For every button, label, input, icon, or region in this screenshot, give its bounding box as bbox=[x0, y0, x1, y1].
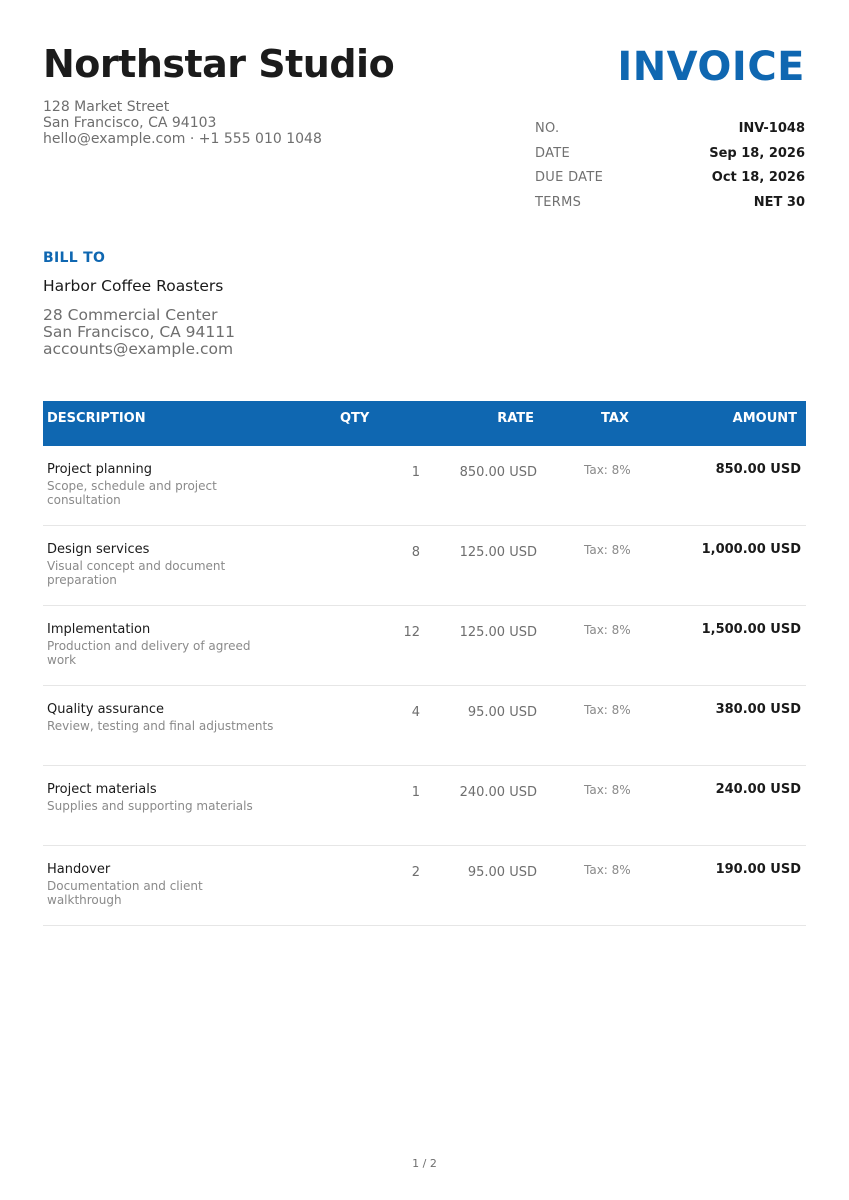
item-qty: 1 bbox=[411, 465, 420, 480]
meta-label: DUE DATE bbox=[535, 170, 604, 185]
bill-to-address bbox=[43, 307, 235, 358]
meta-value: Oct 18, 2026 bbox=[711, 170, 805, 185]
item-qty: 4 bbox=[411, 705, 420, 720]
header-description: DESCRIPTION bbox=[47, 411, 146, 426]
item-name: Design services bbox=[47, 542, 150, 557]
meta-row-date bbox=[535, 143, 805, 168]
item-tax: Tax: 8% bbox=[584, 703, 631, 717]
header-rate: RATE bbox=[497, 411, 534, 426]
meta-row-number bbox=[535, 118, 805, 143]
item-amount: 240.00 USD bbox=[715, 782, 801, 797]
item-detail: Production and delivery of agreed work bbox=[47, 639, 251, 667]
meta-row-due-date bbox=[535, 167, 805, 192]
item-detail: Supplies and supporting materials bbox=[47, 799, 253, 813]
header-tax: TAX bbox=[601, 411, 629, 426]
item-detail: Documentation and client walkthrough bbox=[47, 879, 203, 907]
item-detail: Visual concept and document preparation bbox=[47, 559, 226, 587]
item-amount: 380.00 USD bbox=[715, 702, 801, 717]
item-rate: 240.00 USD bbox=[459, 785, 537, 800]
item-amount: 850.00 USD bbox=[715, 462, 801, 477]
item-tax: Tax: 8% bbox=[584, 863, 631, 877]
table-row bbox=[43, 766, 806, 846]
item-tax: Tax: 8% bbox=[584, 543, 631, 557]
table-row bbox=[43, 846, 806, 926]
meta-value: NET 30 bbox=[753, 194, 805, 210]
table-row bbox=[43, 446, 806, 526]
header-amount: AMOUNT bbox=[732, 411, 797, 426]
company-address-line: 128 Market Street bbox=[43, 99, 170, 115]
item-name: Handover bbox=[47, 862, 111, 877]
meta-row-terms bbox=[535, 192, 805, 217]
company-address bbox=[43, 99, 322, 147]
meta-value: Sep 18, 2026 bbox=[709, 145, 805, 161]
item-rate: 95.00 USD bbox=[467, 705, 537, 720]
company-name: Northstar Studio bbox=[43, 42, 395, 86]
bill-to-name: Harbor Coffee Roasters bbox=[43, 277, 224, 295]
bill-to-address-line: 28 Commercial Center bbox=[43, 306, 218, 324]
company-address-line: San Francisco, CA 94103 bbox=[43, 115, 217, 131]
item-name: Implementation bbox=[47, 622, 151, 637]
item-rate: 95.00 USD bbox=[467, 865, 537, 880]
item-tax: Tax: 8% bbox=[584, 623, 631, 637]
item-rate: 850.00 USD bbox=[459, 465, 537, 480]
meta-label: NO. bbox=[535, 121, 560, 136]
item-tax: Tax: 8% bbox=[584, 463, 631, 477]
item-qty: 1 bbox=[411, 785, 420, 800]
bill-to-heading: BILL TO bbox=[43, 250, 106, 266]
item-name: Quality assurance bbox=[47, 702, 165, 717]
item-rate: 125.00 USD bbox=[459, 545, 537, 560]
item-amount: 1,500.00 USD bbox=[701, 622, 801, 637]
item-name: Project planning bbox=[47, 462, 153, 477]
table-header bbox=[43, 401, 806, 446]
header-qty: QTY bbox=[340, 411, 370, 426]
company-contact-line: hello@example.com · +1 555 010 1048 bbox=[43, 131, 322, 147]
item-rate: 125.00 USD bbox=[459, 625, 537, 640]
item-qty: 12 bbox=[403, 625, 420, 640]
bill-to-email: accounts@example.com bbox=[43, 340, 234, 358]
bill-to-address-line: San Francisco, CA 94111 bbox=[43, 323, 235, 341]
item-amount: 1,000.00 USD bbox=[701, 542, 801, 557]
line-items-table bbox=[43, 401, 806, 926]
invoice-meta bbox=[535, 118, 805, 216]
item-name: Project materials bbox=[47, 782, 157, 797]
item-qty: 8 bbox=[411, 545, 420, 560]
item-detail: Scope, schedule and project consultation bbox=[47, 479, 217, 507]
meta-label: DATE bbox=[535, 145, 571, 161]
page-number: 1 / 2 bbox=[412, 1157, 437, 1170]
meta-value: INV-1048 bbox=[738, 121, 805, 136]
item-tax: Tax: 8% bbox=[584, 783, 631, 797]
invoice-title: INVOICE bbox=[617, 44, 805, 90]
item-amount: 190.00 USD bbox=[715, 862, 801, 877]
table-row bbox=[43, 606, 806, 686]
table-row bbox=[43, 686, 806, 766]
meta-label: TERMS bbox=[535, 194, 582, 210]
item-detail: Review, testing and final adjustments bbox=[47, 719, 274, 733]
table-row bbox=[43, 526, 806, 606]
item-qty: 2 bbox=[411, 865, 420, 880]
